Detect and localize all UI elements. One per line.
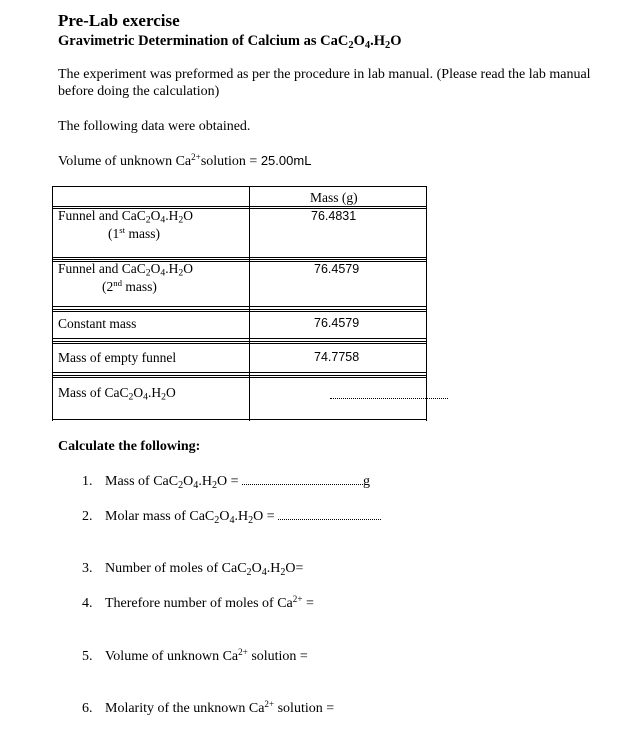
mass-table xyxy=(52,186,427,421)
page-subtitle: Gravimetric Determination of Calcium as $CaC_2O_4.H_2O$ xyxy=(58,33,402,51)
data-line: The following data were obtained. xyxy=(58,119,251,134)
volume-line: Volume of unknown $Ca^{2+}solution = 25.00mL$ xyxy=(58,152,312,169)
answer-2-blank[interactable] xyxy=(278,509,381,520)
row-1-label: Funnel and $CaC_2O_4.H_2O$ xyxy=(58,208,193,226)
row-3-value: 76.4579 xyxy=(314,316,360,330)
table-header-mass: Mass (g) xyxy=(310,190,358,205)
row-2-sublabel: (2nd mass) xyxy=(102,278,157,294)
row-2-label: Funnel and $CaC_2O_4.H_2O$ xyxy=(58,261,193,279)
question-5: 5. Volume of unknown $Ca^{2+}$ solution = xyxy=(82,647,308,664)
row-4-label: Mass of empty funnel xyxy=(58,350,177,365)
row-5-answer-blank[interactable] xyxy=(330,398,448,399)
answer-1-blank[interactable] xyxy=(242,474,363,485)
intro-paragraph: The experiment was preformed as per the procedure in lab manual. (Please read the lab manual before doing the calculation) xyxy=(58,67,591,99)
page-title: Pre-Lab exercise xyxy=(58,11,180,30)
row-1-sublabel: (1st mass) xyxy=(108,225,160,241)
calculate-heading: Calculate the following: xyxy=(58,439,201,454)
row-5-label: Mass of $CaC_2O_4.H_2O$ xyxy=(58,385,176,403)
question-2: 2. Molar mass of $CaC_2O_4.H_2O$ = xyxy=(82,509,381,525)
question-1: 1. Mass of $CaC_2O_4.H_2O = g$ xyxy=(82,474,371,491)
row-4-value: 74.7758 xyxy=(314,350,360,364)
question-3: 3. Number of moles of $CaC_2O_4.H_2O=$ xyxy=(82,561,304,578)
row-1-value: 76.4831 xyxy=(311,209,357,223)
row-2-value: 76.4579 xyxy=(314,262,360,276)
volume-value: 25.00mL xyxy=(260,153,312,168)
row-3-label: Constant mass xyxy=(58,316,137,331)
question-6: 6. Molarity of the unknown $Ca^{2+}$ solution = xyxy=(82,699,335,716)
question-4: 4. Therefore number of moles of $Ca^{2+}$ = xyxy=(82,594,314,611)
